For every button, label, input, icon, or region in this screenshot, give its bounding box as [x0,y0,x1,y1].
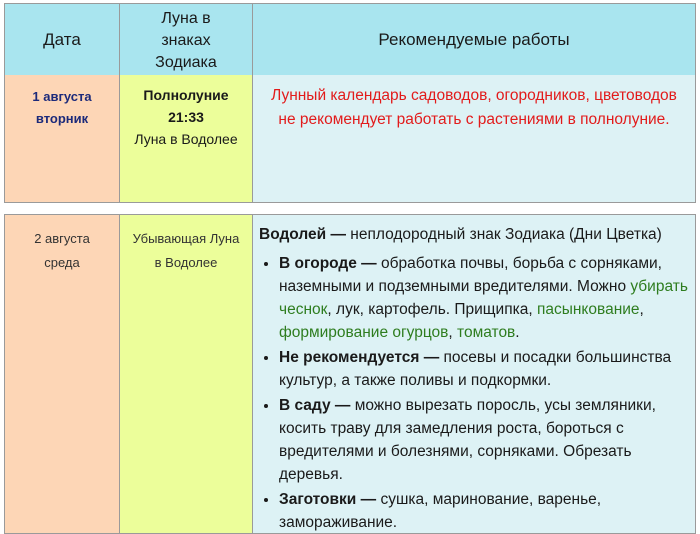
item-text: . [515,324,520,341]
weekday-text: среда [44,255,80,270]
moon-cell [120,215,253,533]
work-cell [253,215,695,533]
item-text: посевы и посадки большинства культур, а также поливы и подкормки. [279,349,672,389]
item-link[interactable]: пасынкование [536,301,640,318]
date-text: 2 августа [34,231,90,246]
moon-phase: Убывающая Луна [132,231,240,246]
list-item [279,252,689,344]
table-row [4,214,696,534]
moon-phase: Полнолуние [143,87,229,103]
full-moon-notice: Лунный календарь садоводов, огородников, цветоводов не рекомендует работать с растениями в полнолуние. [271,87,677,128]
list-item [279,488,689,534]
zodiac-sign-label: Водолей — [259,226,346,243]
item-title: В саду — [279,397,351,414]
zodiac-description: неплодородный знак Зодиака (Дни Цветка) [345,226,662,243]
item-title: Заготовки — [279,491,377,508]
list-item [279,346,689,392]
item-link[interactable]: убирать чеснок [279,278,688,318]
item-link[interactable]: томатов [457,324,516,341]
item-link[interactable]: формирование огурцов [279,324,449,341]
item-text: можно вырезать поросль, усы земляники, косить траву для замедления роста, бороться с вредителями и болезнями, сорняками. Обрезать деревья. [279,397,656,483]
item-title: Не рекомендуется — [279,349,440,366]
date-cell [5,75,120,202]
moon-sign: в Водолее [154,255,218,270]
moon-cell [120,75,253,202]
item-text: обработка почвы, борьба с сорняками, наземными и подземными вредителями. Можно [279,255,662,295]
item-text: , [639,301,644,318]
list-item [279,394,689,486]
header-moon-sign: Луна в знаках Зодиака [120,4,253,75]
weekday-text: вторник [35,111,89,126]
table-header [4,3,696,76]
work-cell [253,75,695,202]
recommendation-list [259,252,689,534]
moon-phase-time: 21:33 [168,109,204,125]
date-cell [5,215,120,533]
table-row [4,75,696,203]
zodiac-intro [259,223,689,246]
header-recommended-work: Рекомендуемые работы [378,29,570,49]
item-text: , лук, картофель. Прищипка, [327,301,537,318]
moon-sign: Луна в Водолее [134,131,238,147]
item-text: сушка, маринование, варенье, замораживание. [279,491,602,531]
header-date: Дата [5,4,120,75]
date-text: 1 августа [32,89,92,104]
item-text: , [448,324,458,341]
item-title: В огороде — [279,255,377,272]
